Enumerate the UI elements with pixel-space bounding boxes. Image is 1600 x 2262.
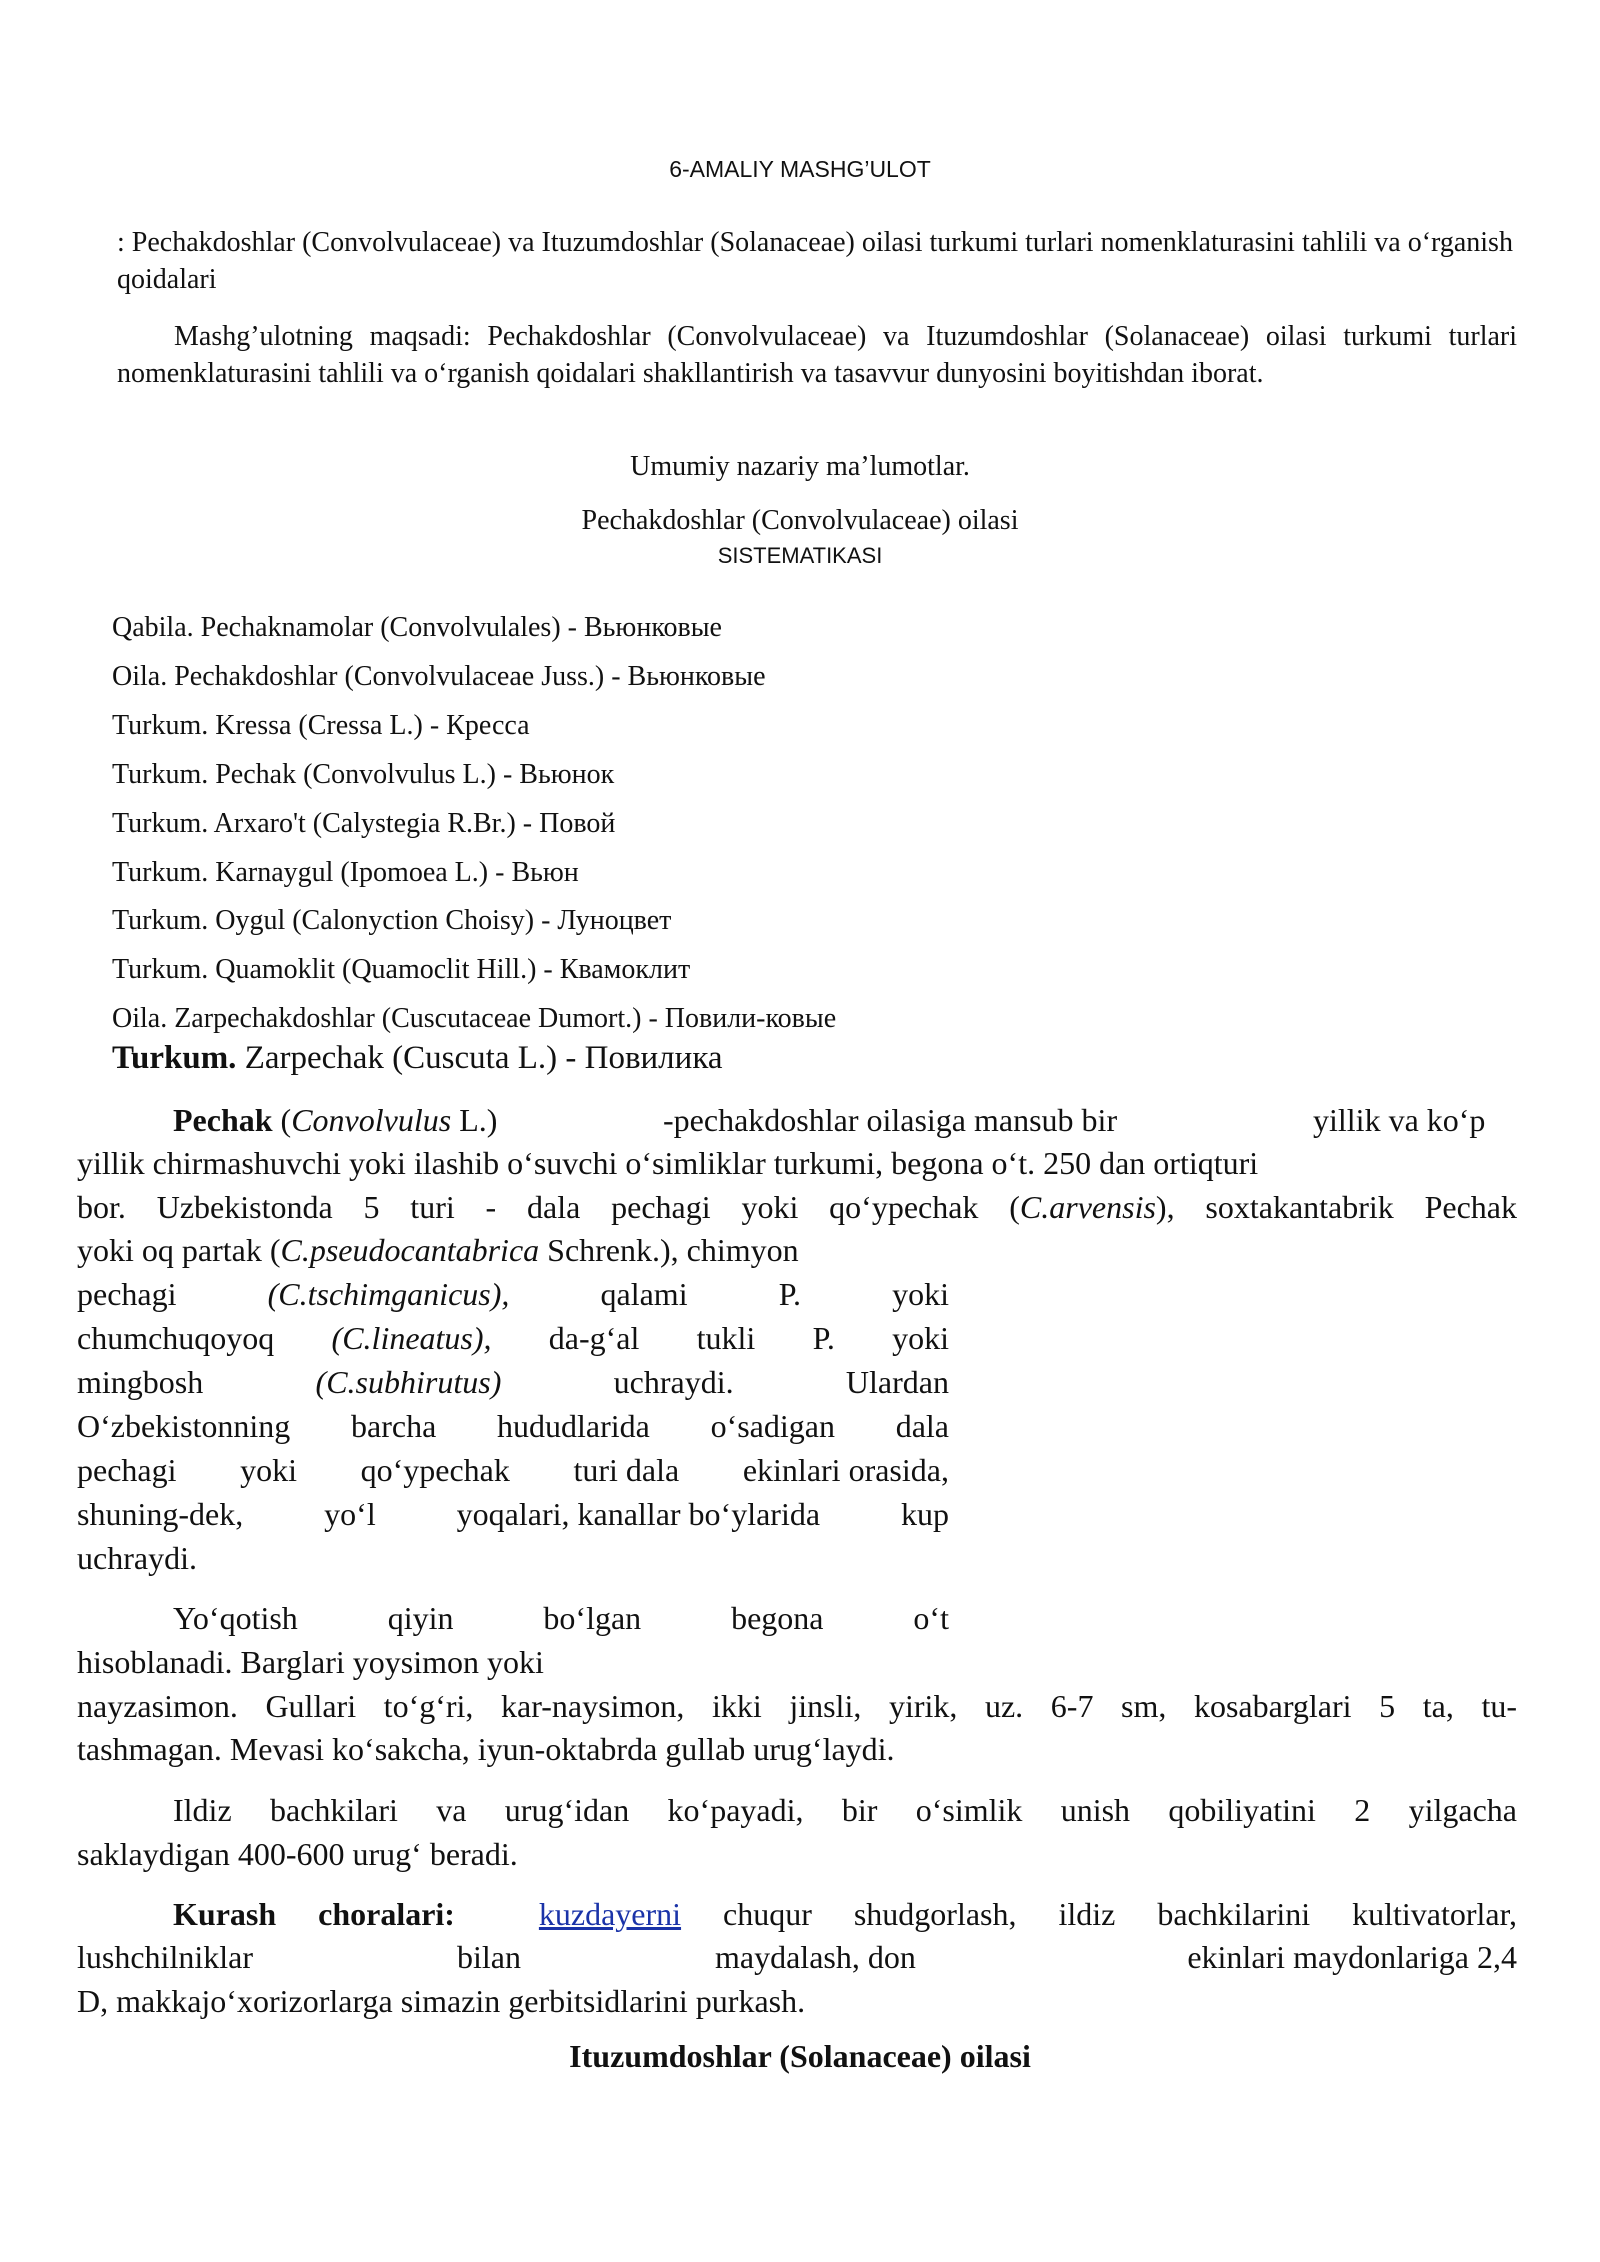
- latin-name: Convolvulus: [291, 1102, 452, 1138]
- p1-line1-b: -pechakdoshlar oilasiga mansub bir: [663, 1102, 1118, 1138]
- systematics-row: Turkum. Quamoklit (Quamoclit Hill.) - Квамоклит: [112, 954, 691, 985]
- word: chumchuqoyoq: [77, 1320, 275, 1356]
- word: o‘t: [913, 1600, 949, 1636]
- page-title: 6-AMALIY MASHG’ULOT: [669, 156, 931, 182]
- p1-line11: uchraydi.: [77, 1540, 197, 1576]
- word: pechagi: [77, 1452, 177, 1488]
- p1-line4: [77, 1232, 799, 1269]
- latin-name: (C.tschimganicus),: [267, 1276, 510, 1312]
- p2-line2: hisoblanadi. Barglari yoysimon yoki: [77, 1644, 544, 1680]
- word: da-g‘al: [548, 1320, 640, 1356]
- systematics-row: Turkum. Oygul (Calonyction Choisy) - Луноцвет: [112, 905, 672, 936]
- word: tukli: [696, 1320, 756, 1356]
- p1-line8: [77, 1408, 949, 1445]
- systematics-heading: SISTEMATIKASI: [717, 543, 883, 568]
- word: turi dala: [573, 1452, 680, 1488]
- word: Ulardan: [845, 1364, 949, 1400]
- word: qalami: [600, 1276, 688, 1312]
- word: bilan: [457, 1939, 521, 1975]
- word: yoki: [892, 1276, 949, 1312]
- systematics-row: Turkum. Arxaro't (Calystegia R.Br.) - Повой: [112, 808, 616, 839]
- p1-line1-a: [173, 1102, 497, 1139]
- word: kup: [901, 1496, 949, 1532]
- word: qo‘ypechak: [360, 1452, 510, 1488]
- word: begona: [731, 1600, 824, 1636]
- word: yoqalari, kanallar bo‘ylarida: [456, 1496, 821, 1532]
- text: (: [272, 1102, 292, 1138]
- text: Schrenk.), chimyon: [539, 1232, 799, 1268]
- bold-label: Kurash choralari:: [173, 1896, 455, 1932]
- rank-text: Zarpechak (Cuscuta L.) - Повилика: [236, 1040, 723, 1076]
- aim-paragraph: Mashg’ulotning maqsadi: Pechakdoshlar (Convolvulaceae) va Ituzumdoshlar (Solanaceae) oilasi turkumi turlari nomenklaturasini tahlili va o‘rganish qoidalari shakllantirish va tasavvur dunyosini boyitishdan iborat.: [117, 321, 1517, 389]
- latin-name: (C.lineatus),: [331, 1320, 492, 1356]
- latin-name: C.pseudocantabrica: [280, 1232, 540, 1268]
- word: yo‘l: [324, 1496, 376, 1532]
- word: ekinlari orasida,: [742, 1452, 949, 1488]
- word: mingbosh: [77, 1364, 204, 1400]
- systematics-row: Turkum. Kressa (Cressa L.) - Кресса: [112, 710, 530, 741]
- p1-line6: [77, 1320, 949, 1357]
- kuzdayerni-link[interactable]: kuzdayerni: [538, 1896, 682, 1932]
- word: ekinlari maydonlariga 2,4: [1187, 1939, 1517, 1975]
- text: yillik chirmashuvchi yoki ilashib o‘suvchi o‘simliklar turkumi, begona o‘t. 250 dan ortiqturi: [77, 1145, 1259, 1181]
- text: L.): [451, 1102, 498, 1138]
- word: lushchilniklar: [77, 1939, 253, 1975]
- p2-line3: nayzasimon. Gullari to‘g‘ri, kar-naysimon, ikki jinsli, yirik, uz. 6-7 sm, kosabarglari 5 ta, tu-: [77, 1688, 1517, 1724]
- word: maydalash, don: [715, 1939, 916, 1975]
- p4-line1: [173, 1896, 1517, 1933]
- systematics-row-cuscuta: [112, 1040, 723, 1077]
- text: chuqur shudgorlash, ildiz bachkilarini kultivatorlar,: [681, 1896, 1517, 1932]
- p3-line1: Ildiz bachkilari va urug‘idan ko‘payadi, bir o‘simlik unish qobiliyatini 2 yilgacha: [173, 1792, 1517, 1828]
- word: Yo‘qotish: [173, 1600, 298, 1636]
- text: yoki oq partak (: [77, 1232, 281, 1268]
- word: o‘sadigan: [710, 1408, 835, 1444]
- word: shuning-dek,: [77, 1496, 244, 1532]
- text: bor. Uzbekistonda 5 turi - dala pechagi yoki qo‘ypechak (: [77, 1189, 1020, 1225]
- word: bo‘lgan: [543, 1600, 642, 1636]
- text: ), soxtakantabrik Pechak: [1155, 1189, 1518, 1225]
- p1-line1-c: yillik va ko‘p: [1313, 1102, 1486, 1138]
- p1-line10: [77, 1496, 949, 1533]
- systematics-row: Turkum. Pechak (Convolvulus L.) - Вьюнок: [112, 759, 615, 790]
- latin-name: C.arvensis: [1019, 1189, 1156, 1225]
- p1-line2: [77, 1145, 1517, 1182]
- word: P.: [778, 1276, 801, 1312]
- final-heading: Ituzumdoshlar (Solanaceae) oilasi: [569, 2038, 1031, 2074]
- word: qiyin: [387, 1600, 454, 1636]
- word: O‘zbekistonning: [77, 1408, 291, 1444]
- p1-line5: [77, 1276, 949, 1313]
- p2-line1: [173, 1600, 949, 1637]
- systematics-row: Oila. Zarpechakdoshlar (Cuscutaceae Dumort.) - Повили-ковые: [112, 1003, 837, 1034]
- word: P.: [812, 1320, 835, 1356]
- family-heading: Pechakdoshlar (Convolvulaceae) oilasi: [581, 505, 1019, 536]
- rank-label: Turkum.: [112, 1040, 237, 1076]
- p1-line7: [77, 1364, 949, 1401]
- word: barcha: [351, 1408, 437, 1444]
- p1-line3: [77, 1189, 1517, 1226]
- word: yoki: [892, 1320, 949, 1356]
- word: yoki: [240, 1452, 297, 1488]
- word: pechagi: [77, 1276, 177, 1312]
- systematics-row: Turkum. Karnaygul (Ipomoea L.) - Вьюн: [112, 857, 579, 888]
- term-pechak: Pechak: [173, 1102, 273, 1138]
- word: uchraydi.: [613, 1364, 734, 1400]
- p3-line2: saklaydigan 400-600 urug‘ beradi.: [77, 1836, 518, 1872]
- general-heading: Umumiy nazariy ma’lumotlar.: [630, 451, 970, 482]
- latin-name: (C.subhirutus): [315, 1364, 502, 1400]
- p2-line4: tashmagan. Mevasi ko‘sakcha, iyun-oktabrda gullab urug‘laydi.: [77, 1731, 895, 1767]
- p4-line3: D, makkajo‘xorizorlarga simazin gerbitsidlarini purkash.: [77, 1983, 806, 2019]
- systematics-row: Qabila. Pechaknamolar (Convolvulales) - Вьюнковые: [112, 612, 722, 643]
- word: hududlarida: [497, 1408, 650, 1444]
- topic-text: : Pechakdoshlar (Convolvulaceae) va Ituzumdoshlar (Solanaceae) oilasi turkumi turlari nomenklaturasini tahlili va o‘rganish qoidalari: [117, 227, 1513, 295]
- systematics-row: Oila. Pechakdoshlar (Convolvulaceae Juss.) - Вьюнковые: [112, 661, 766, 692]
- word: dala: [895, 1408, 949, 1444]
- p1-line9: [77, 1452, 949, 1489]
